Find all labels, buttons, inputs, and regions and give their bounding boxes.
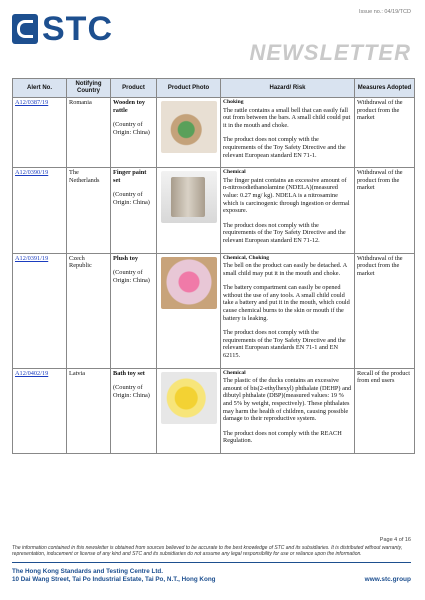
hazard-type: Chemical, Choking <box>223 254 269 261</box>
hazard-text: The bell on the product can easily be detached. A small child may put it in the mouth and choke. <box>223 262 347 277</box>
header-measures-adopted: Measures Adopted <box>355 79 415 98</box>
alert-link[interactable]: A12/0402/19 <box>15 369 49 377</box>
product-name: Bath toy set <box>113 369 145 377</box>
country-cell: Latvia <box>67 368 111 453</box>
hazard-text: The rattle contains a small bell that can easily fall out from between the bars. A small child could put it in the mouth and choke. <box>223 106 351 129</box>
page-number: Page 4 of 16 <box>379 537 411 543</box>
product-name: Finger paint set <box>113 169 147 184</box>
product-name: Wooden toy rattle <box>113 99 146 114</box>
table-row <box>13 98 415 168</box>
product-name: Plush toy <box>113 254 139 262</box>
hazard-text: The product does not comply with the requirements of the Toy Safety Directive and the relevant European standard EN 71-1. <box>223 136 346 159</box>
website-link[interactable]: www.stc.group <box>364 576 411 583</box>
hazard-type: Chemical <box>223 169 246 176</box>
country-cell: Czech Republic <box>67 253 111 368</box>
table-row <box>13 368 415 453</box>
company-address: 10 Dai Wang Street, Tai Po Industrial Estate, Tai Po, N.T., Hong Kong <box>12 576 216 583</box>
disclaimer: The information contained in this newsletter is obtained from sources believed to be accurate to the best knowledge of STC and its subsidiaries. It is distributed without warranty, representation, inducement or license of any kind and STC and its subsidiaries do not assume any legal responsibility for use or reliance upon the information. <box>12 545 403 557</box>
stc-logo-mark <box>12 14 38 44</box>
header-hazard-risk: Hazard/ Risk <box>221 79 355 98</box>
measures-cell: Recall of the product from end users <box>355 368 415 453</box>
stc-logo <box>12 10 113 48</box>
country-of-origin: (Country of Origin: China) <box>113 121 150 136</box>
product-photo <box>161 101 217 153</box>
logo-text: STC <box>42 10 113 48</box>
alert-link[interactable]: A12/0391/19 <box>15 254 49 262</box>
measures-cell: Withdrawal of the product from the market <box>355 98 415 168</box>
table-row <box>13 253 415 368</box>
hazard-text: The finger paint contains an excessive amount of n-nitrosodiethanolamine (NDELA)(measured value: 0.27 mg/ kg). NDELA is a nitrosamine which is carcinogenic through ingestion or dermal exposure. <box>223 176 350 215</box>
header-notifying-country: Notifying Country <box>67 79 111 98</box>
company-name: The Hong Kong Standards and Testing Centre Ltd. <box>12 568 164 575</box>
alert-link[interactable]: A12/0390/19 <box>15 169 49 177</box>
measures-cell: Withdrawal of the product from the market <box>355 253 415 368</box>
hazard-text: The battery compartment can easily be opened without the use of any tools. A small child could take a battery and put it in the mouth, which could cause chemical burns to the skin or mouth if the battery is leaking. <box>223 284 350 322</box>
table-header-row <box>13 79 415 98</box>
country-cell: The Netherlands <box>67 168 111 253</box>
hazard-text: The plastic of the ducks contains an excessive amount of bis(2-ethylhexyl) phthalate (DEHP) and dibutyl phthalate (DBP)(measured values: 19 % and 5% by weight, respectively). These phthalates may harm the health of children, causing possible damage to their reproductive system. <box>223 377 352 423</box>
country-cell: Romania <box>67 98 111 168</box>
header-product: Product <box>111 79 157 98</box>
hazard-type: Choking <box>223 99 244 105</box>
issue-number: Issue no.: 04/19/TCD <box>359 9 411 15</box>
country-of-origin: (Country of Origin: China) <box>113 191 150 206</box>
table-row <box>13 168 415 253</box>
country-of-origin: (Country of Origin: China) <box>113 269 150 284</box>
hazard-text: The product does not comply with the REACH Regulation. <box>223 429 342 445</box>
hazard-text: The product does not comply with the requirements of the Toy Safety Directive and the relevant European standards EN 71-1 and EN 62115. <box>223 329 346 360</box>
hazard-text: The product does not comply with the requirements of the Toy Safety Directive and the relevant European standard EN 71-12. <box>223 221 346 244</box>
country-of-origin: (Country of Origin: China) <box>113 384 150 399</box>
header-alert-no: Alert No. <box>13 79 67 98</box>
measures-cell: Withdrawal of the product from the market <box>355 168 415 253</box>
product-photo <box>161 257 217 309</box>
header-product-photo: Product Photo <box>157 79 221 98</box>
footer-divider <box>12 562 411 563</box>
alert-link[interactable]: A12/0387/19 <box>15 99 49 106</box>
footer-address-block <box>12 568 216 584</box>
hazard-type: Chemical <box>223 369 246 376</box>
product-photo <box>161 372 217 424</box>
newsletter-title: NEWSLETTER <box>249 40 411 65</box>
product-photo <box>161 171 217 223</box>
alerts-table <box>12 78 415 454</box>
